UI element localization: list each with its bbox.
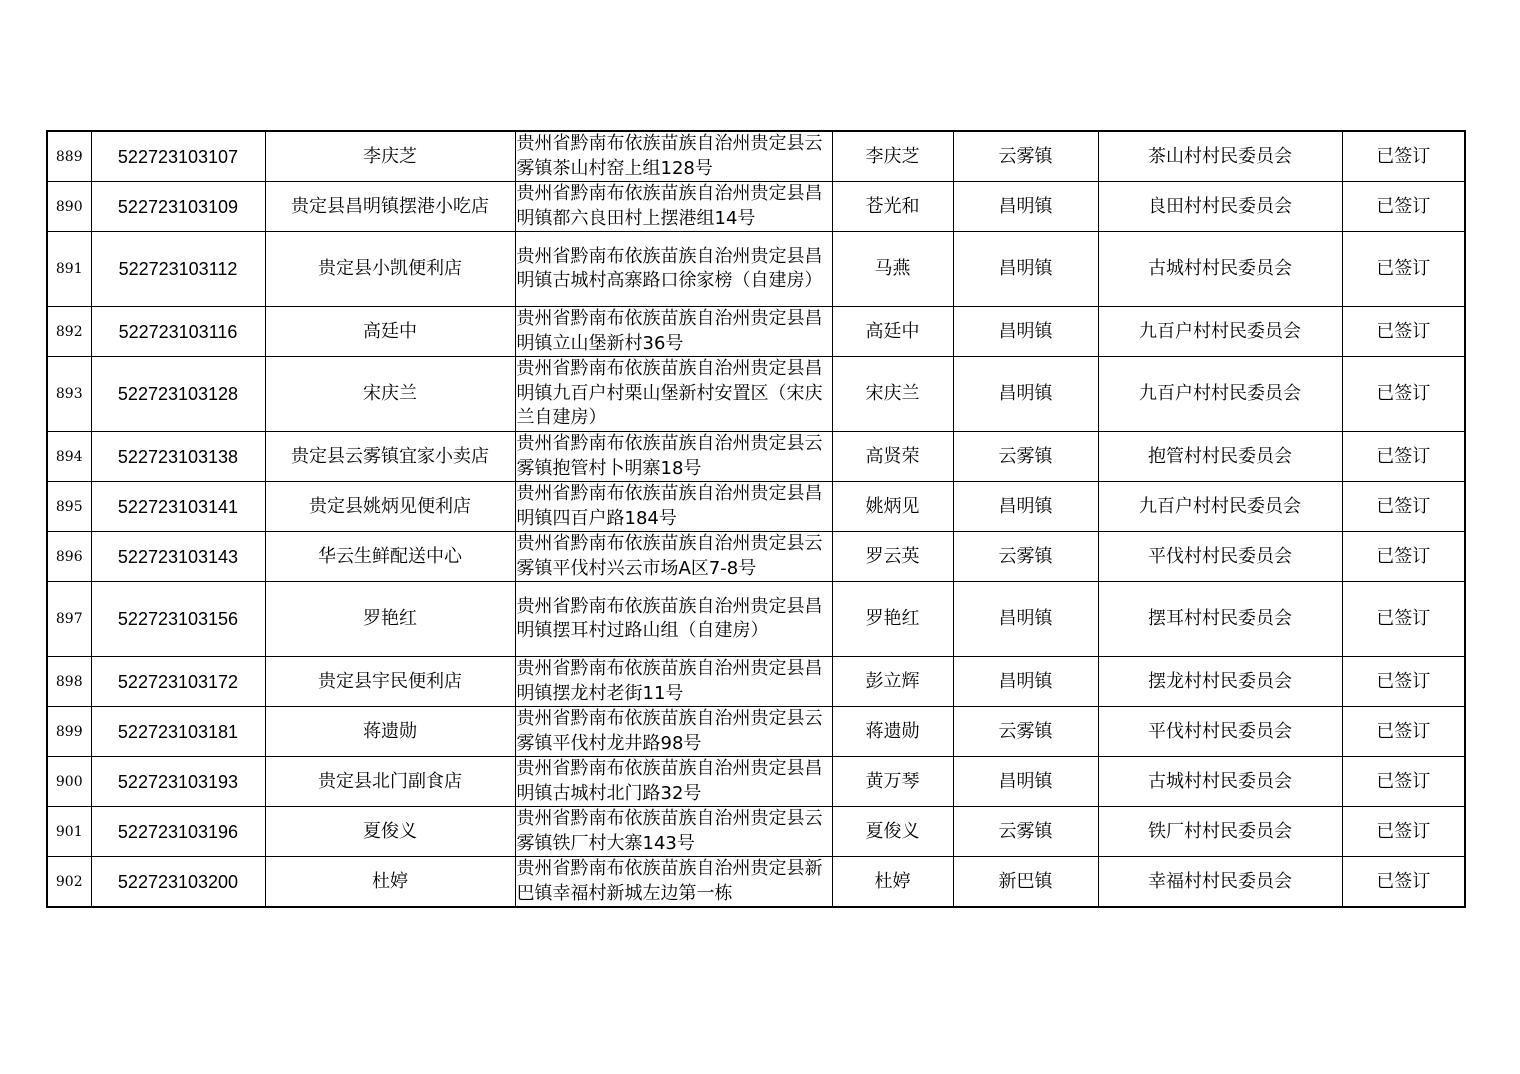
status-cell: 已签订	[1342, 657, 1465, 707]
shop-name-cell: 罗艳红	[265, 582, 515, 657]
village-committee-cell: 平伐村村民委员会	[1098, 707, 1342, 757]
address-cell: 贵州省黔南布依族苗族自治州贵定县昌明镇摆耳村过路山组（自建房）	[515, 582, 832, 657]
owner-cell: 黄万琴	[832, 757, 953, 807]
table-row	[47, 807, 1465, 857]
row-number-cell: 892	[47, 307, 91, 357]
village-committee-cell: 抱管村村民委员会	[1098, 432, 1342, 482]
status-cell: 已签订	[1342, 707, 1465, 757]
owner-cell: 罗云英	[832, 532, 953, 582]
shop-name-cell: 杜婷	[265, 857, 515, 908]
row-number-cell: 902	[47, 857, 91, 908]
town-cell: 云雾镇	[953, 807, 1098, 857]
owner-cell: 宋庆兰	[832, 357, 953, 432]
row-number-cell: 893	[47, 357, 91, 432]
village-committee-cell: 平伐村村民委员会	[1098, 532, 1342, 582]
status-cell: 已签订	[1342, 757, 1465, 807]
records-table	[46, 130, 1466, 908]
town-cell: 昌明镇	[953, 182, 1098, 232]
shop-name-cell: 贵定县云雾镇宜家小卖店	[265, 432, 515, 482]
town-cell: 云雾镇	[953, 432, 1098, 482]
row-number-cell: 894	[47, 432, 91, 482]
table-row	[47, 757, 1465, 807]
license-code-cell: 522723103128	[91, 357, 265, 432]
shop-name-cell: 蒋遗勋	[265, 707, 515, 757]
row-number-cell: 895	[47, 482, 91, 532]
license-code-cell: 522723103107	[91, 131, 265, 182]
row-number-cell: 899	[47, 707, 91, 757]
address-cell: 贵州省黔南布依族苗族自治州贵定县昌明镇摆龙村老街11号	[515, 657, 832, 707]
address-cell: 贵州省黔南布依族苗族自治州贵定县昌明镇都六良田村上摆港组14号	[515, 182, 832, 232]
address-cell: 贵州省黔南布依族苗族自治州贵定县云雾镇铁厂村大寨143号	[515, 807, 832, 857]
village-committee-cell: 铁厂村村民委员会	[1098, 807, 1342, 857]
owner-cell: 高廷中	[832, 307, 953, 357]
status-cell: 已签订	[1342, 482, 1465, 532]
license-code-cell: 522723103181	[91, 707, 265, 757]
address-cell: 贵州省黔南布依族苗族自治州贵定县云雾镇抱管村卜明寨18号	[515, 432, 832, 482]
table-row	[47, 857, 1465, 908]
town-cell: 昌明镇	[953, 582, 1098, 657]
owner-cell: 蒋遗勋	[832, 707, 953, 757]
town-cell: 云雾镇	[953, 707, 1098, 757]
town-cell: 云雾镇	[953, 532, 1098, 582]
village-committee-cell: 摆龙村村民委员会	[1098, 657, 1342, 707]
status-cell: 已签订	[1342, 357, 1465, 432]
license-code-cell: 522723103143	[91, 532, 265, 582]
license-code-cell: 522723103138	[91, 432, 265, 482]
owner-cell: 夏俊义	[832, 807, 953, 857]
shop-name-cell: 高廷中	[265, 307, 515, 357]
village-committee-cell: 茶山村村民委员会	[1098, 131, 1342, 182]
village-committee-cell: 九百户村村民委员会	[1098, 482, 1342, 532]
village-committee-cell: 良田村村民委员会	[1098, 182, 1342, 232]
license-code-cell: 522723103200	[91, 857, 265, 908]
records-body	[47, 131, 1465, 907]
village-committee-cell: 摆耳村村民委员会	[1098, 582, 1342, 657]
town-cell: 昌明镇	[953, 232, 1098, 307]
village-committee-cell: 古城村村民委员会	[1098, 757, 1342, 807]
village-committee-cell: 幸福村村民委员会	[1098, 857, 1342, 908]
table-row	[47, 307, 1465, 357]
status-cell: 已签订	[1342, 307, 1465, 357]
status-cell: 已签订	[1342, 232, 1465, 307]
address-cell: 贵州省黔南布依族苗族自治州贵定县新巴镇幸福村新城左边第一栋	[515, 857, 832, 908]
address-cell: 贵州省黔南布依族苗族自治州贵定县云雾镇茶山村窑上组128号	[515, 131, 832, 182]
table-row	[47, 582, 1465, 657]
shop-name-cell: 宋庆兰	[265, 357, 515, 432]
shop-name-cell: 夏俊义	[265, 807, 515, 857]
table-row	[47, 707, 1465, 757]
shop-name-cell: 贵定县昌明镇摆港小吃店	[265, 182, 515, 232]
status-cell: 已签订	[1342, 582, 1465, 657]
status-cell: 已签订	[1342, 131, 1465, 182]
owner-cell: 苍光和	[832, 182, 953, 232]
status-cell: 已签订	[1342, 857, 1465, 908]
shop-name-cell: 贵定县小凯便利店	[265, 232, 515, 307]
row-number-cell: 898	[47, 657, 91, 707]
status-cell: 已签订	[1342, 807, 1465, 857]
owner-cell: 姚炳见	[832, 482, 953, 532]
village-committee-cell: 九百户村村民委员会	[1098, 307, 1342, 357]
address-cell: 贵州省黔南布依族苗族自治州贵定县云雾镇平伐村兴云市场A区7-8号	[515, 532, 832, 582]
table-row	[47, 357, 1465, 432]
status-cell: 已签订	[1342, 182, 1465, 232]
owner-cell: 高贤荣	[832, 432, 953, 482]
address-cell: 贵州省黔南布依族苗族自治州贵定县昌明镇立山堡新村36号	[515, 307, 832, 357]
town-cell: 昌明镇	[953, 307, 1098, 357]
shop-name-cell: 华云生鲜配送中心	[265, 532, 515, 582]
shop-name-cell: 李庆芝	[265, 131, 515, 182]
town-cell: 新巴镇	[953, 857, 1098, 908]
license-code-cell: 522723103172	[91, 657, 265, 707]
town-cell: 云雾镇	[953, 131, 1098, 182]
row-number-cell: 890	[47, 182, 91, 232]
village-committee-cell: 古城村村民委员会	[1098, 232, 1342, 307]
shop-name-cell: 贵定县姚炳见便利店	[265, 482, 515, 532]
shop-name-cell: 贵定县宇民便利店	[265, 657, 515, 707]
table-row	[47, 532, 1465, 582]
address-cell: 贵州省黔南布依族苗族自治州贵定县昌明镇九百户村栗山堡新村安置区（宋庆兰自建房）	[515, 357, 832, 432]
status-cell: 已签订	[1342, 532, 1465, 582]
license-code-cell: 522723103156	[91, 582, 265, 657]
table-row	[47, 182, 1465, 232]
address-cell: 贵州省黔南布依族苗族自治州贵定县云雾镇平伐村龙井路98号	[515, 707, 832, 757]
table-row	[47, 432, 1465, 482]
town-cell: 昌明镇	[953, 482, 1098, 532]
town-cell: 昌明镇	[953, 357, 1098, 432]
table-row	[47, 657, 1465, 707]
town-cell: 昌明镇	[953, 657, 1098, 707]
owner-cell: 彭立辉	[832, 657, 953, 707]
village-committee-cell: 九百户村村民委员会	[1098, 357, 1342, 432]
table-row	[47, 232, 1465, 307]
license-code-cell: 522723103141	[91, 482, 265, 532]
table-row	[47, 131, 1465, 182]
table-row	[47, 482, 1465, 532]
shop-name-cell: 贵定县北门副食店	[265, 757, 515, 807]
owner-cell: 罗艳红	[832, 582, 953, 657]
status-cell: 已签订	[1342, 432, 1465, 482]
license-code-cell: 522723103196	[91, 807, 265, 857]
owner-cell: 李庆芝	[832, 131, 953, 182]
row-number-cell: 901	[47, 807, 91, 857]
document-sheet	[46, 130, 1464, 908]
town-cell: 昌明镇	[953, 757, 1098, 807]
license-code-cell: 522723103109	[91, 182, 265, 232]
owner-cell: 马燕	[832, 232, 953, 307]
address-cell: 贵州省黔南布依族苗族自治州贵定县昌明镇古城村北门路32号	[515, 757, 832, 807]
row-number-cell: 891	[47, 232, 91, 307]
license-code-cell: 522723103116	[91, 307, 265, 357]
license-code-cell: 522723103112	[91, 232, 265, 307]
license-code-cell: 522723103193	[91, 757, 265, 807]
address-cell: 贵州省黔南布依族苗族自治州贵定县昌明镇四百户路184号	[515, 482, 832, 532]
row-number-cell: 896	[47, 532, 91, 582]
address-cell: 贵州省黔南布依族苗族自治州贵定县昌明镇古城村高寨路口徐家榜（自建房）	[515, 232, 832, 307]
owner-cell: 杜婷	[832, 857, 953, 908]
row-number-cell: 889	[47, 131, 91, 182]
row-number-cell: 900	[47, 757, 91, 807]
row-number-cell: 897	[47, 582, 91, 657]
